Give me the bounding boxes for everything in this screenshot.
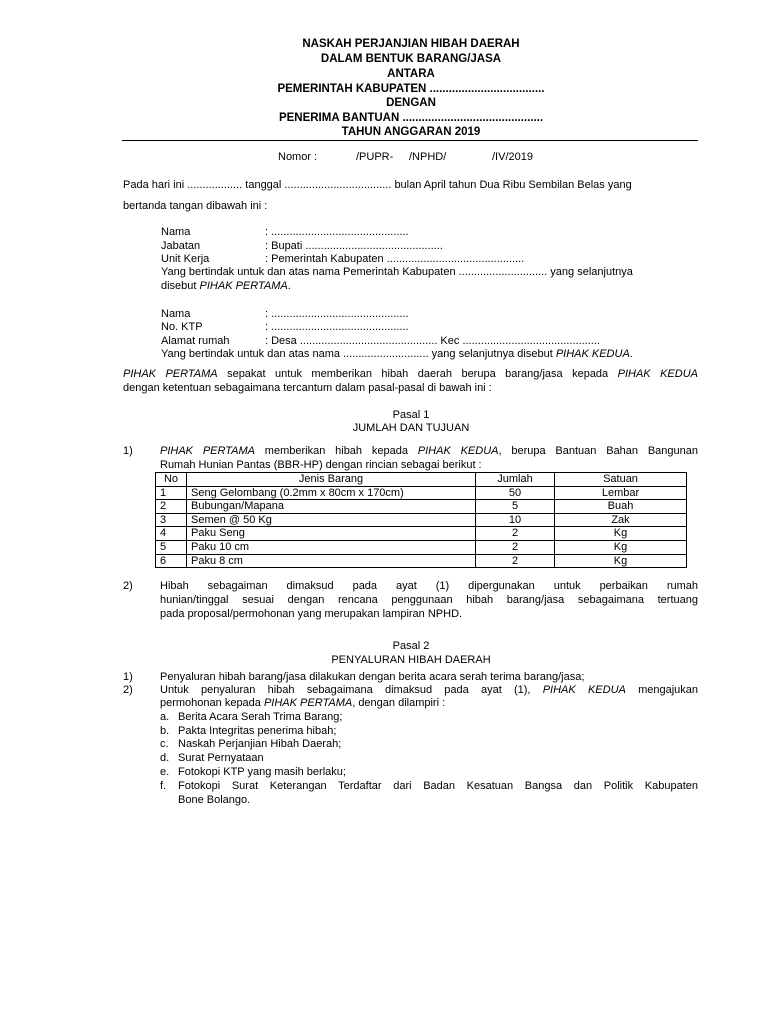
party2-description: Yang bertindak untuk dan atas nama ............................ yang selanjutnya disebut PIHAK KEDUA. (161, 348, 633, 360)
pasal-1-title: Pasal 1 (392, 409, 430, 421)
title-line-4: PEMERINTAH KABUPATEN .................................... (277, 83, 545, 95)
party2-alamat-label: Alamat rumah (161, 335, 230, 347)
list-item: Surat Pernyataan (178, 752, 264, 764)
cell-jenis-barang: Bubungan/Mapana (187, 500, 476, 514)
pasal-2-item-2-line-1: Untuk penyaluran hibah sebagaimana dimaksud pada ayat (1), PIHAK KEDUA mengajukan (160, 684, 699, 696)
pasal-1-item-2-number: 2) (123, 580, 133, 592)
column-header-jenis-barang: Jenis Barang (187, 473, 476, 487)
party1-unit-label: Unit Kerja (161, 253, 210, 265)
header-divider (122, 140, 698, 141)
cell-no: 3 (156, 513, 187, 527)
list-item: Berita Acara Serah Trima Barang; (178, 711, 343, 723)
nomor-part-1: /PUPR- (356, 151, 394, 163)
pasal-1-item-2-line-3: pada proposal/permohonan yang merupakan lampiran NPHD. (160, 608, 463, 620)
pasal-1-subtitle: JUMLAH DAN TUJUAN (352, 422, 470, 434)
list-item: Fotokopi KTP yang masih berlaku; (178, 766, 346, 778)
pasal-2-item-1-text: Penyaluran hibah barang/jasa dilakukan dengan berita acara serah terima barang/jasa; (160, 671, 585, 683)
title-line-3: ANTARA (387, 68, 435, 80)
pasal-1-item-2-line-2: hunian/tinggal sesuai dengan rencana penggunaan hibah barang/jasa sebagaimana tertuang (160, 594, 698, 606)
list-item-continuation: Bone Bolango. (178, 794, 251, 806)
opening-line-2: bertanda tangan dibawah ini : (123, 200, 268, 212)
cell-satuan: Lembar (555, 486, 687, 500)
pasal-2-subtitle: PENYALURAN HIBAH DAERAH (331, 654, 491, 666)
list-item-letter: d. (160, 752, 170, 764)
party2-ktp-value: : ............................................. (265, 321, 409, 333)
title-line-2: DALAM BENTUK BARANG/JASA (320, 53, 502, 65)
pasal-1-item-1-number: 1) (123, 445, 133, 457)
pasal-2-item-2-number: 2) (123, 684, 133, 696)
cell-no: 6 (156, 554, 187, 568)
nomor-part-3: /IV/2019 (492, 151, 533, 163)
title-line-6: PENERIMA BANTUAN ............................................ (278, 112, 544, 124)
pasal-1-item-1-line-2: Rumah Hunian Pantas (BBR-HP) dengan rincian sebagai berikut : (160, 459, 482, 471)
cell-jumlah: 50 (476, 486, 555, 500)
cell-jumlah: 10 (476, 513, 555, 527)
nomor-label: Nomor : (278, 151, 318, 163)
list-item: Pakta Integritas penerima hibah; (178, 725, 337, 737)
pasal-1-item-1-line-1: PIHAK PERTAMA memberikan hibah kepada PIHAK KEDUA, berupa Bantuan Bahan Bangunan (160, 445, 699, 457)
goods-table-header-row (156, 473, 687, 487)
column-header-no: No (156, 473, 187, 487)
list-item: Fotokopi Surat Keterangan Terdaftar dari Badan Kesatuan Bangsa dan Politik Kabupaten (178, 780, 698, 792)
list-item: Naskah Perjanjian Hibah Daerah; (178, 738, 342, 750)
agreement-line-1: PIHAK PERTAMA sepakat untuk memberikan hibah daerah berupa barang/jasa kepada PIHAK KEDUA (123, 368, 698, 380)
party2-nama-label: Nama (161, 308, 191, 320)
cell-no: 4 (156, 527, 187, 541)
list-item-letter: a. (160, 711, 170, 723)
table-row (156, 500, 687, 514)
nomor-part-2: /NPHD/ (409, 151, 447, 163)
title-line-5: DENGAN (386, 97, 436, 109)
cell-no: 2 (156, 500, 187, 514)
party2-ktp-label: No. KTP (161, 321, 203, 333)
table-row (156, 554, 687, 568)
cell-jenis-barang: Semen @ 50 Kg (187, 513, 476, 527)
cell-satuan: Buah (555, 500, 687, 514)
cell-no: 5 (156, 540, 187, 554)
party1-nama-value: : ............................................. (265, 226, 409, 238)
party2-nama-value: : ............................................. (265, 308, 409, 320)
cell-no: 1 (156, 486, 187, 500)
cell-jenis-barang: Paku Seng (187, 527, 476, 541)
party1-description-line-2: disebut PIHAK PERTAMA. (161, 280, 291, 292)
party1-jabatan-value: : Bupati ............................................. (265, 240, 443, 252)
opening-line-1: Pada hari ini .................. tanggal ................................... bulan April tahun Dua Ribu Sembilan Belas yang (123, 179, 632, 191)
cell-jenis-barang: Paku 8 cm (187, 554, 476, 568)
cell-jumlah: 2 (476, 527, 555, 541)
list-item-letter: b. (160, 725, 170, 737)
party2-alamat-value: : Desa ............................................. Kec ............................................. (265, 335, 600, 347)
title-line-7: TAHUN ANGGARAN 2019 (341, 126, 481, 138)
cell-jenis-barang: Paku 10 cm (187, 540, 476, 554)
table-row (156, 527, 687, 541)
party1-unit-value: : Pemerintah Kabupaten ............................................. (265, 253, 525, 265)
pasal-2-item-2-line-2: permohonan kepada PIHAK PERTAMA, dengan dilampiri : (160, 697, 446, 709)
list-item-letter: e. (160, 766, 170, 778)
cell-jumlah: 5 (476, 500, 555, 514)
list-item-letter: c. (160, 738, 169, 750)
cell-satuan: Kg (555, 527, 687, 541)
cell-jenis-barang: Seng Gelombang (0.2mm x 80cm x 170cm) (187, 486, 476, 500)
title-line-1: NASKAH PERJANJIAN HIBAH DAERAH (302, 38, 520, 50)
pasal-1-item-2-line-1: Hibah sebagaiman dimaksud pada ayat (1) dipergunakan untuk perbaikan rumah (160, 580, 698, 592)
cell-jumlah: 2 (476, 540, 555, 554)
cell-satuan: Kg (555, 540, 687, 554)
column-header-satuan: Satuan (555, 473, 687, 487)
cell-satuan: Kg (555, 554, 687, 568)
cell-satuan: Zak (555, 513, 687, 527)
list-item-letter: f. (160, 780, 167, 792)
column-header-jumlah: Jumlah (476, 473, 555, 487)
table-row (156, 540, 687, 554)
party1-jabatan-label: Jabatan (161, 240, 201, 252)
agreement-line-2: dengan ketentuan sebagaimana tercantum dalam pasal-pasal di bawah ini : (123, 382, 492, 394)
pasal-2-title: Pasal 2 (392, 640, 430, 652)
table-row (156, 486, 687, 500)
table-row (156, 513, 687, 527)
party1-description-line-1: Yang bertindak untuk dan atas nama Pemerintah Kabupaten ............................. yang selanjutnya (161, 266, 633, 278)
cell-jumlah: 2 (476, 554, 555, 568)
goods-table (155, 472, 687, 568)
party1-nama-label: Nama (161, 226, 191, 238)
pasal-2-item-1-number: 1) (123, 671, 133, 683)
